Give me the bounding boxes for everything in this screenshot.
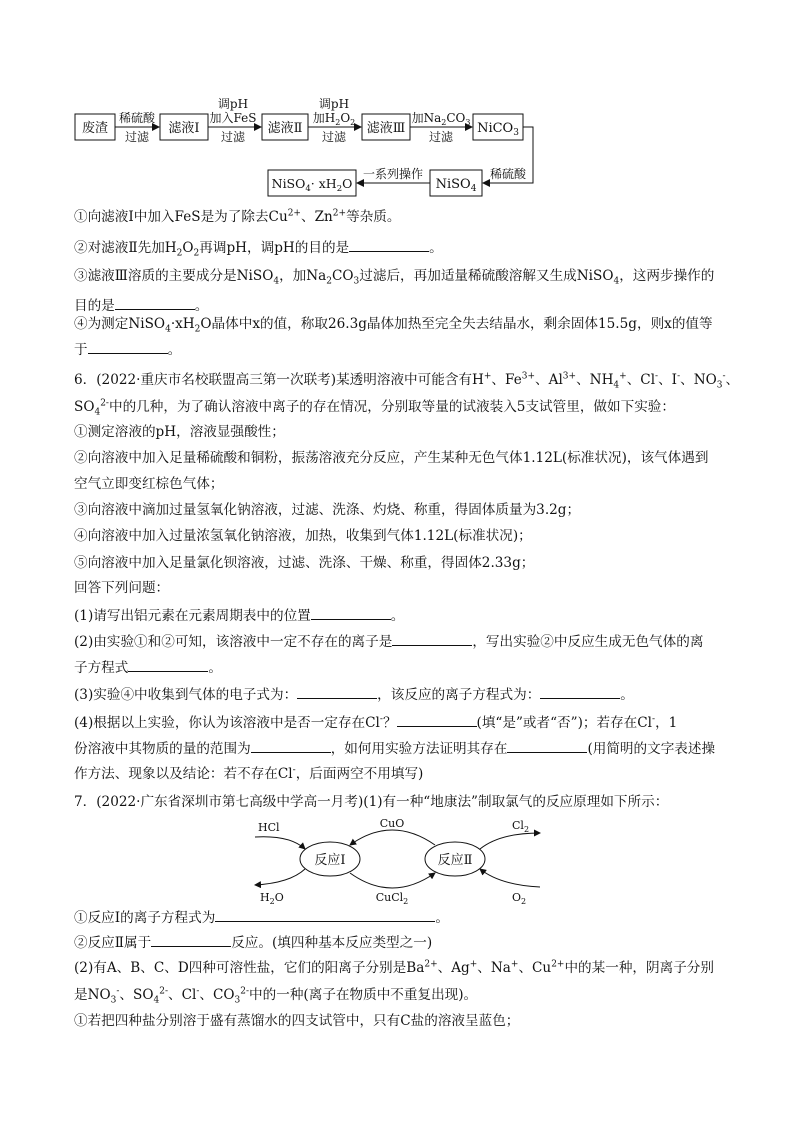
reaction-2-label: 反应Ⅱ xyxy=(437,853,473,868)
answer-blank[interactable] xyxy=(540,684,620,699)
hcl-label: HCl xyxy=(258,821,280,834)
q5-line-6: 于 。 xyxy=(74,339,181,360)
q6-part-4: (4)根据以上实验，你认为该溶液中是否一定存在Cl-？ (填“是”或者“否”)；若存在Cl-，1 xyxy=(74,712,677,733)
nico3-label: NiCO$_3$ xyxy=(477,121,519,138)
arrow1-top: 稀硫酸 xyxy=(118,111,156,125)
q6-part-3: (3)实验④中收集到气体的电子式为： ，该反应的离子方程式为： 。 xyxy=(74,684,634,705)
q7-part2-3: ①若把四种盐分别溶于盛有蒸馏水的四支试管中，只有C盐的溶液呈蓝色； xyxy=(74,1013,520,1029)
o2-label: $O_2$ xyxy=(512,891,527,905)
q6-line-2: $SO_4^{2-}$中的几种，为了确认溶液中离子的存在情况，分别取等量的试液装入5支试管里，做如下实验： xyxy=(74,398,675,418)
arrow2-top1: 调pH xyxy=(217,97,249,111)
filtrate-2-label: 滤液Ⅱ xyxy=(267,121,303,136)
answer-blank[interactable] xyxy=(397,712,477,727)
q7-part2-1: (2)有A、B、C、D四种可溶性盐，它们的阳离子分别是$Ba^{2+}$、Ag+、Na+、$Cu^{2+}$中的某一种，阴离子分别 xyxy=(74,959,714,976)
answer-blank[interactable] xyxy=(507,738,587,753)
cl2-label: $Cl_2$ xyxy=(512,819,530,834)
q5-line-4: 目的是 。 xyxy=(74,295,208,316)
arrow3-top2: 加$H_2O_2$ xyxy=(312,111,356,127)
q6-part-1: (1)请写出铝元素在元素周期表中的位置 。 xyxy=(74,605,404,626)
q6-ask: 回答下列问题： xyxy=(74,580,170,596)
answer-blank[interactable] xyxy=(297,684,377,699)
cuo-label: CuO xyxy=(379,817,405,830)
q6-exp-3: ③向溶液中滴加过量氢氧化钠溶液，过滤、洗涤、灼烧、称重，得固体质量为3.2g； xyxy=(74,502,581,518)
q6-exp-2b: 空气立即变红棕色气体； xyxy=(74,476,224,492)
answer-blank[interactable] xyxy=(115,295,195,310)
q5-line-2: ②对滤液Ⅱ先加$H_2O_2$再调pH，调pH的目的是 。 xyxy=(74,237,443,258)
filtrate-3-label: 滤液Ⅲ xyxy=(366,121,406,136)
q6-line-1: 6．(2022·重庆市名校联盟高三第一次联考)某透明溶液中可能含有H+、$Fe^{3+}$、$Al^{3+}$、$NH_4^+$、Cl-、I-、$NO_3^-$、 xyxy=(74,371,740,391)
flow-chart xyxy=(0,0,800,200)
answer-blank[interactable] xyxy=(128,657,208,672)
arrow1-bottom: 过滤 xyxy=(124,130,150,144)
q5-line-1: ①向滤液Ⅰ中加入FeS是为了除去$Cu^{2+}$、$Zn^{2+}$等杂质。 xyxy=(74,208,401,225)
filtrate-1-label: 滤液Ⅰ xyxy=(168,121,200,136)
arrow4-bottom: 过滤 xyxy=(428,130,454,144)
q5-line-3: ③滤液Ⅲ溶质的主要成分是NiSO$_4$，加$Na_2CO_3$过滤后，再加适量稀硫酸溶解又生成NiSO$_4$，这两步操作的 xyxy=(74,268,715,287)
arrow2-top2: 加入FeS xyxy=(209,111,257,125)
niso4-label: NiSO$_4$ xyxy=(435,177,477,194)
q6-part-4b: 份溶液中其物质的量的范围为 ，如何用实验方法证明其存在 (用简明的文字表述操 xyxy=(74,738,715,759)
answer-blank[interactable] xyxy=(251,738,331,753)
q7-title: 7．(2022·广东省深圳市第七高级中学高一月考)(1)有一种“地康法”制取氯气的反应原理如下所示： xyxy=(74,794,669,810)
q6-part-4c: 作方法、现象以及结论：若不存在Cl-，后面两空不用填写) xyxy=(74,765,424,782)
answer-blank[interactable] xyxy=(392,631,472,646)
arrow2-bottom: 过滤 xyxy=(220,130,246,144)
arrow6-label: 一系列操作 xyxy=(362,167,424,181)
arrow3-top1: 调pH xyxy=(318,97,350,111)
answer-blank[interactable] xyxy=(215,907,435,922)
arrow3-bottom: 过滤 xyxy=(321,130,347,144)
answer-blank[interactable] xyxy=(349,237,429,252)
q7-r1: ①反应Ⅰ的离子方程式为 。 xyxy=(74,907,449,928)
q6-exp-5: ⑤向溶液中加入足量氯化钡溶液，过滤、洗涤、干燥、称重，得固体2.33g； xyxy=(74,555,535,571)
arrow4-top: 加$Na_2CO_3$ xyxy=(411,111,471,127)
answer-blank[interactable] xyxy=(88,339,168,354)
cucl2-label: CuCl$_2$ xyxy=(375,891,409,905)
q6-exp-1: ①测定溶液的pH，溶液显强酸性； xyxy=(74,424,285,440)
waste-label: 废渣 xyxy=(81,121,109,136)
answer-blank[interactable] xyxy=(151,932,231,947)
h2o-label: $H_2O$ xyxy=(260,891,284,905)
answer-blank[interactable] xyxy=(311,605,391,620)
q7-r2: ②反应Ⅱ属于 反应。(填四种基本反应类型之一) xyxy=(74,932,432,953)
q7-part2-2: 是$NO_3^-$、$SO_4^{2-}$、Cl-、$CO_3^{2-}$中的一种(离子在物质中不重复出现)。 xyxy=(74,986,478,1006)
q6-part-2b: 子方程式 。 xyxy=(74,657,222,678)
q6-part-2: (2)由实验①和②可知，该溶液中一定不存在的离子是 ，写出实验②中反应生成无色气体的离 xyxy=(74,631,703,652)
reaction-1-label: 反应Ⅰ xyxy=(314,853,346,868)
cycle-diagram xyxy=(250,815,570,905)
arrow5-label: 稀硫酸 xyxy=(489,167,527,181)
hydrate-label: NiSO$_4$· $xH_2O$ xyxy=(271,176,353,194)
q6-exp-4: ④向溶液中加入过量浓氢氧化钠溶液，加热，收集到气体1.12L(标准状况)； xyxy=(74,528,532,544)
q5-line-5: ④为测定$NiSO_4\cdot xH_2O$晶体中x的值，称取26.3g晶体加热至完全失去结晶水，剩余固体15.5g，则x的值等 xyxy=(74,316,713,335)
q6-exp-2: ②向溶液中加入足量稀硫酸和铜粉，振荡溶液充分反应，产生某种无色气体1.12L(标准状况)，该气体遇到 xyxy=(74,450,709,466)
